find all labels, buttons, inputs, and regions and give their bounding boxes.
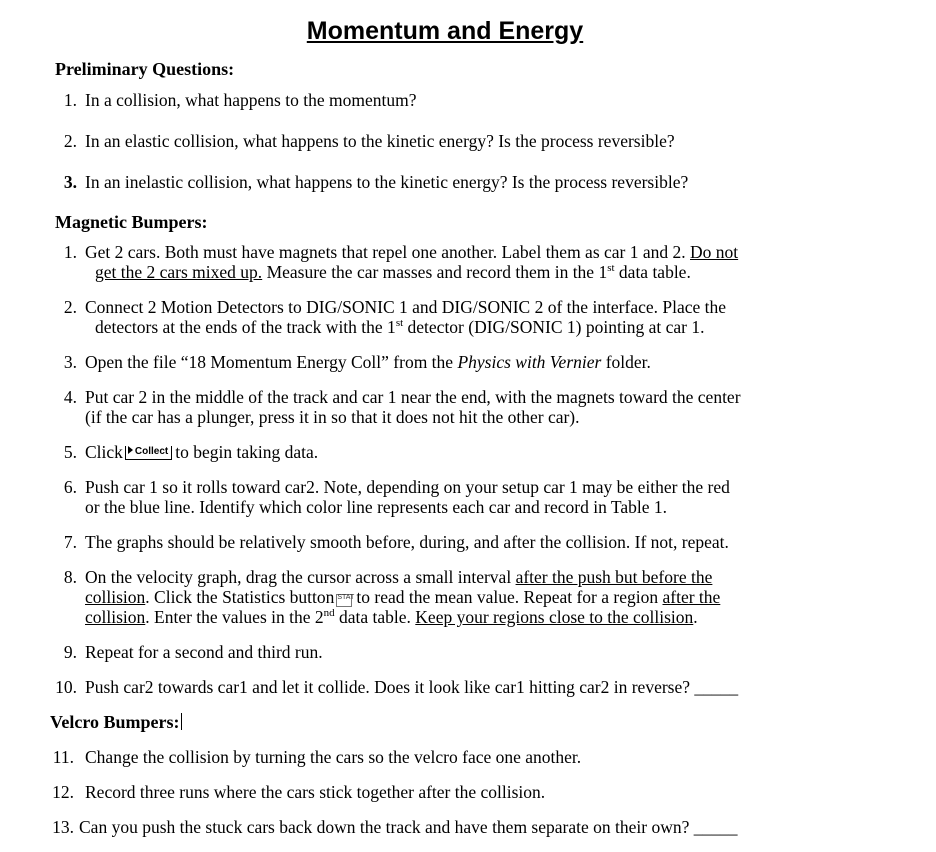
question-text: In an inelastic collision, what happens to the kinetic energy? Is the process reversible?: [85, 172, 689, 192]
step-number: 4.: [63, 387, 77, 407]
step-text: Can you push the stuck cars back down the track and have them separate on their own? _____: [79, 817, 738, 837]
step-text: Push car2 towards car1 and let it collide. Does it look like car1 hitting car2 in reverse? _____: [85, 677, 739, 697]
question-number: 3.: [63, 172, 77, 192]
step-number: 3.: [63, 352, 77, 372]
step-number: 13.: [52, 817, 74, 837]
step-text-cont: collision. Click the Statistics button STAT to read the mean value. Repeat for a region after the: [85, 587, 721, 607]
step-text: Repeat for a second and third run.: [85, 642, 323, 662]
play-icon: [128, 446, 133, 454]
step-number: 12.: [52, 782, 74, 802]
step-text: On the velocity graph, drag the cursor across a small interval after the push but before the: [85, 567, 713, 587]
section-heading-magnetic: Magnetic Bumpers:: [55, 212, 208, 232]
step-text: Push car 1 so it rolls toward car2. Note, depending on your setup car 1 may be either the red: [85, 477, 730, 497]
step-text: Record three runs where the cars stick together after the collision.: [85, 782, 546, 802]
step-number: 8.: [63, 567, 77, 587]
step-text: Open the file “18 Momentum Energy Coll” from the Physics with Vernier folder.: [85, 352, 651, 372]
step-number: 6.: [63, 477, 77, 497]
step-number: 2.: [63, 297, 77, 317]
step-number: 10.: [55, 677, 77, 697]
step-text-cont: (if the car has a plunger, press it in so that it does not hit the other car).: [85, 407, 580, 427]
step-number: 1.: [63, 242, 77, 262]
step-text: Connect 2 Motion Detectors to DIG/SONIC 1 and DIG/SONIC 2 of the interface. Place the: [85, 297, 727, 317]
step-number: 7.: [63, 532, 77, 552]
section-heading-preliminary: Preliminary Questions:: [55, 59, 235, 79]
answer-blank[interactable]: _____: [694, 677, 739, 697]
step-text-cont: detectors at the ends of the track with the 1st detector (DIG/SONIC 1) pointing at car 1.: [95, 317, 705, 337]
text-cursor: [181, 713, 182, 730]
step-text-cont: or the blue line. Identify which color line represents each car and record in Table 1.: [85, 497, 668, 517]
step-text-cont: collision. Enter the values in the 2nd data table. Keep your regions close to the collision.: [85, 607, 698, 627]
step-text: Click Collect to begin taking data.: [85, 442, 319, 462]
step-number: 11.: [52, 747, 74, 767]
page-title: Momentum and Energy: [306, 17, 584, 45]
step-number: 5.: [63, 442, 77, 462]
step-text: Change the collision by turning the cars so the velcro face one another.: [85, 747, 582, 767]
step-text-cont: get the 2 cars mixed up. Measure the car masses and record them in the 1st data table.: [95, 262, 691, 282]
answer-blank[interactable]: _____: [693, 817, 738, 837]
step-text: The graphs should be relatively smooth before, during, and after the collision. If not, repeat.: [85, 532, 729, 552]
question-number: 2.: [63, 131, 77, 151]
step-text: Get 2 cars. Both must have magnets that repel one another. Label them as car 1 and 2. Do not: [85, 242, 739, 262]
question-number: 1.: [63, 90, 77, 110]
statistics-icon: STAT: [336, 594, 352, 607]
question-text: In a collision, what happens to the momentum?: [85, 90, 417, 110]
collect-button[interactable]: Collect: [125, 446, 172, 460]
step-text: Put car 2 in the middle of the track and car 1 near the end, with the magnets toward the center: [85, 387, 741, 407]
section-heading-velcro: Velcro Bumpers:: [50, 712, 180, 732]
question-text: In an elastic collision, what happens to the kinetic energy? Is the process reversible?: [85, 131, 675, 151]
step-number: 9.: [63, 642, 77, 662]
